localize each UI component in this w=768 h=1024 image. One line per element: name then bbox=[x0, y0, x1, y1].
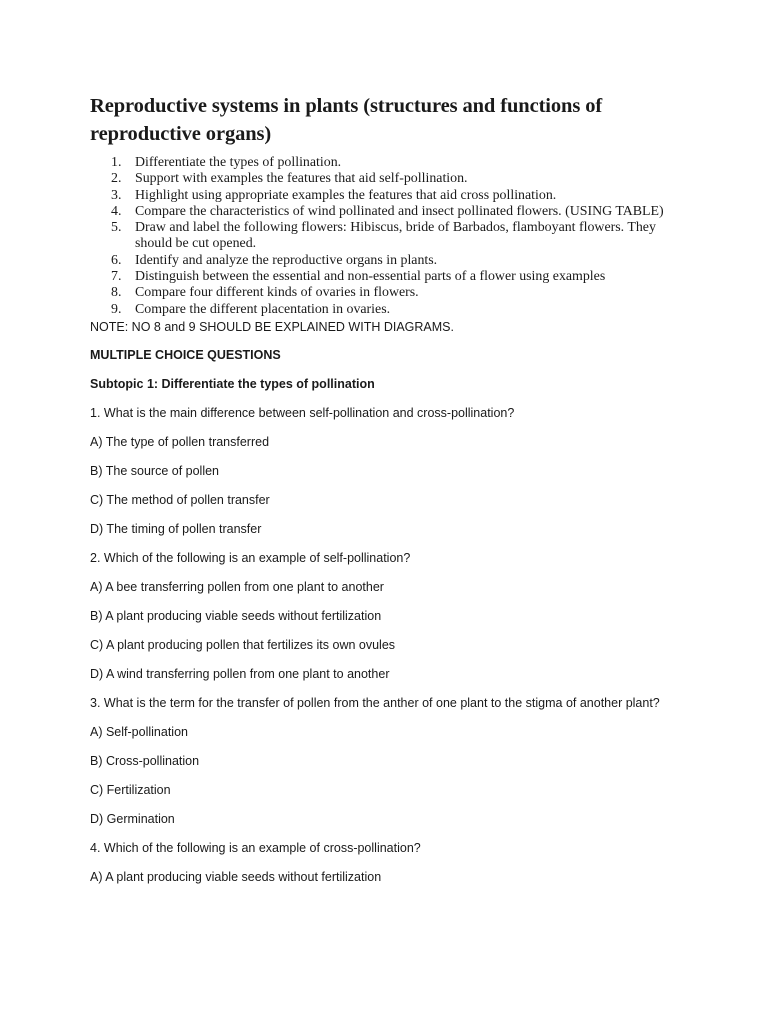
list-item-text: Compare the different placentation in ovaries. bbox=[135, 301, 391, 317]
list-item-text: Differentiate the types of pollination. bbox=[135, 155, 342, 170]
subtopic-heading: Subtopic 1: Differentiate the types of pollination bbox=[90, 376, 375, 391]
list-item-number: 9. bbox=[111, 301, 122, 317]
answer-option: D) A wind transferring pollen from one plant to another bbox=[90, 666, 390, 681]
answer-option: B) Cross-pollination bbox=[90, 753, 200, 768]
list-item-text: Draw and label the following flowers: Hibiscus, bride of Barbados, flamboyant flowers. They should be cut opened. bbox=[135, 220, 656, 252]
answer-option: A) The type of pollen transferred bbox=[90, 434, 270, 449]
list-item-text: Support with examples the features that aid self-pollination. bbox=[135, 171, 468, 187]
list-item bbox=[90, 155, 690, 171]
answer-option: C) A plant producing pollen that fertilizes its own ovules bbox=[90, 637, 396, 652]
list-item bbox=[90, 302, 690, 318]
list-item-number: 8. bbox=[111, 285, 122, 301]
answer-option: A) A bee transferring pollen from one plant to another bbox=[90, 579, 384, 594]
question-text: 1. What is the main difference between self-pollination and cross-pollination? bbox=[90, 405, 515, 420]
list-item-number: 2. bbox=[111, 171, 122, 187]
list-item bbox=[90, 253, 690, 269]
objectives-list bbox=[90, 155, 690, 318]
answer-option: B) The source of pollen bbox=[90, 463, 220, 478]
list-item bbox=[90, 188, 690, 204]
mcq-heading: MULTIPLE CHOICE QUESTIONS bbox=[90, 347, 281, 362]
list-item-text: Compare four different kinds of ovaries in flowers. bbox=[135, 285, 419, 301]
list-item-number: 7. bbox=[111, 269, 122, 285]
list-item-number: 3. bbox=[111, 187, 122, 203]
list-item-text: Distinguish between the essential and non-essential parts of a flower using examples bbox=[135, 269, 606, 285]
list-item bbox=[90, 204, 690, 220]
mcq-section bbox=[90, 346, 690, 887]
list-item-number: 6. bbox=[111, 252, 122, 268]
list-item bbox=[90, 220, 690, 253]
answer-option: D) Germination bbox=[90, 811, 175, 826]
list-item-text: Compare the characteristics of wind pollinated and insect pollinated flowers. (USING TABLE) bbox=[135, 203, 664, 219]
answer-option: D) The timing of pollen transfer bbox=[90, 521, 262, 536]
list-item-number: 1. bbox=[111, 155, 122, 170]
list-item bbox=[90, 269, 690, 285]
question-text: 4. Which of the following is an example of cross-pollination? bbox=[90, 840, 421, 855]
document-page bbox=[90, 92, 690, 886]
answer-option: A) Self-pollination bbox=[90, 724, 188, 739]
note-text: NOTE: NO 8 and 9 SHOULD BE EXPLAINED WITH DIAGRAMS. bbox=[90, 319, 454, 334]
question-text: 2. Which of the following is an example of self-pollination? bbox=[90, 550, 411, 565]
list-item-text: Identify and analyze the reproductive organs in plants. bbox=[135, 252, 438, 268]
list-item-number: 5. bbox=[111, 220, 122, 236]
list-item bbox=[90, 285, 690, 301]
document-title: Reproductive systems in plants (structures and functions of reproductive organs) bbox=[90, 95, 603, 145]
answer-option: A) A plant producing viable seeds without fertilization bbox=[90, 869, 382, 884]
list-item-number: 4. bbox=[111, 203, 122, 219]
list-item-text: Highlight using appropriate examples the features that aid cross pollination. bbox=[135, 187, 557, 203]
answer-option: C) Fertilization bbox=[90, 782, 171, 797]
question-text: 3. What is the term for the transfer of pollen from the anther of one plant to the stigma of another plant? bbox=[90, 695, 660, 710]
answer-option: B) A plant producing viable seeds without fertilization bbox=[90, 608, 382, 623]
list-item bbox=[90, 171, 690, 187]
answer-option: C) The method of pollen transfer bbox=[90, 492, 270, 507]
